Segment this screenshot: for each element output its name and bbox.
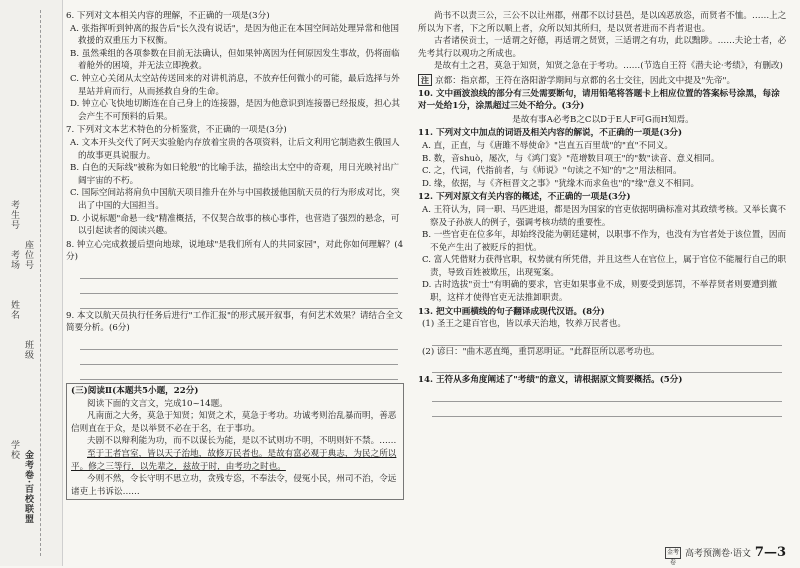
question-9-stem: 9. 本文以航天员执行任务后进行"工作汇报"的形式展开叙事，有何艺术效果？请结合全文简要分析。(6分) <box>66 310 403 334</box>
right-column <box>418 10 788 418</box>
margin-label-school: 学校 <box>9 440 19 460</box>
answer-line[interactable] <box>80 335 398 350</box>
margin-label-examinee-id: 考生号 <box>9 200 19 230</box>
question-8 <box>66 239 404 309</box>
question-12-option-c: C. 富人凭借财力获得官职，权势就有所凭借，并且这些人在官位上，属于官位不能履行自己的职责，导致百姓被欺压，出现冤案。 <box>422 255 787 278</box>
question-12-option-a: A. 王符认为，同一职、马匹进退，都是因为国家的官吏依据明确标准对其政绩考核。又举长冀不察及子孙族人的例子，强调考核功绩的重要性。 <box>422 204 787 228</box>
answer-line[interactable] <box>432 387 782 402</box>
answer-line[interactable] <box>432 358 782 373</box>
page-footer <box>665 545 786 566</box>
footer-label: 高考预测卷·语文 <box>685 549 751 559</box>
question-7-stem: 7. 下列对文本艺术特色的分析鉴赏，不正确的一项是(3分) <box>66 125 287 136</box>
question-11-option-d: D. 缘，依据，与《齐桓晋文之事》"犹缘木而求鱼也"的"缘"意义不相同。 <box>422 178 700 189</box>
question-7-option-a: A. 文本开头交代了阿天实验舱内存放着宝贵的各项资料，让后文利用它制造救生俄国人的故事更具说服力。 <box>70 137 400 161</box>
question-6-option-a: A. 张指挥听到钟离的报告后"长久没有说话"，是因为他正在本国空间站处理异常和他国救援的双重压力下权衡。 <box>70 23 399 47</box>
answer-line[interactable] <box>80 279 398 294</box>
answer-line[interactable] <box>80 365 398 380</box>
answer-line[interactable] <box>80 264 398 279</box>
answer-line[interactable] <box>80 294 398 309</box>
question-7-option-c: C. 国际空间站将肩负中国航天项目推升在外与中国救援他国航天员的行为形成对比，突出了中国的大国担当。 <box>70 188 400 211</box>
note-label: 注 <box>418 74 432 86</box>
left-column <box>66 10 404 500</box>
page-number: 7—3 <box>754 545 786 560</box>
question-12-option-d: D. 古时选拔"贡士"有明确的要求，官吏如果事业不成，则要受到惩罚，不举荐贤者则要遭到撤职，这样才使得官吏无法推卸职责。 <box>422 280 778 304</box>
passage-paragraph: 夫剧不以辩利能为功，而不以谋长为能，是以不试则功不明，不明则奸不禁。…… <box>87 436 397 447</box>
passage-paragraph: 古者诸侯贡士，一适谓之好德，再适谓之贤贤，三适谓之有功，此以黜陟。……夫论士者，必先考其行以观功之所成也。 <box>418 36 787 59</box>
question-7-option-d: D. 小说标题"命悬一线"精准概括，不仅契合故事的核心事件，也营造了强烈的悬念，可以引起读者的阅读兴趣。 <box>70 213 400 237</box>
passage-paragraph: 是故有土之君，莫急于知贤，知贤之急在于考功。……(节选自王符《潜夫论·考绩》，有删改) <box>434 61 783 72</box>
question-6-option-c: C. 钟立心关闭从太空站传送回来的对讲机消息，不放弃任何微小的可能，最后选择与外星站并肩而行，从而拯救自身的生命。 <box>70 73 400 97</box>
brand-label: 金考卷·百校联盟 <box>23 450 33 525</box>
question-13-item-1: (1) 圣王之建百官也，皆以承天治地，牧养万民者也。 <box>422 319 626 330</box>
answer-line[interactable] <box>432 402 782 417</box>
logo-badge: 金考卷 <box>667 548 680 566</box>
question-14-stem: 14. 王符从多角度阐述了"考绩"的意义，请根据原文简要概括。(5分) <box>418 375 683 386</box>
question-10 <box>418 88 788 127</box>
passage-paragraph: 至于王者宫室，皆以天子治地，故修万民者也。是故有富必观于典志，为民之所以平。修之三等行，以先辈之，兹故于时，由考功之时也。 <box>71 449 397 472</box>
reading-heading: (三)阅读Ⅱ(本题共5小题，22分) <box>71 386 199 397</box>
question-8-stem: 8. 钟立心完成救援后望向地球，说地球"是我们所有人的共同家园"，对此你如何理解？(4分) <box>66 239 404 263</box>
question-7-option-b: B. 白色的天际线"被称为如日轮般"的比喻手法，描绘出太空中的奇观，用日光映衬出广阔宇宙的不朽。 <box>70 163 400 186</box>
question-11-option-a: A. 直，正直，与《唐雎不辱使命》"岂直五百里哉"的"直"不同义。 <box>422 140 673 151</box>
question-11-option-c: C. 之，代词，代指前者，与《师说》"句读之不知"的"之"用法相同。 <box>422 166 682 177</box>
annotation-note <box>418 74 788 88</box>
passage-paragraph: 凡南面之大务，莫急于知贤；知贤之术，莫急于考功。功诚考则治乱暴而明，善恶信则直在于众，是以举贤不必在于名，在于事功。 <box>71 411 397 434</box>
question-13 <box>418 306 788 374</box>
question-7 <box>66 124 404 237</box>
question-12 <box>418 191 788 304</box>
question-11-option-b: B. 数，音shuò，屡次，与《鸿门宴》"范增数目项王"的"数"读音、意义相同。 <box>422 153 720 164</box>
question-6-option-b: B. 虽然乘组的各项参数在目前无法确认，但如果钟离因为任何原因发生事故，仍将面临着舱外的困境，并无法立即挽救。 <box>70 48 400 72</box>
question-6-stem: 6. 下列对文本相关内容的理解，不正确的一项是(3分) <box>66 11 270 21</box>
answer-line[interactable] <box>432 331 782 346</box>
margin-label-room: 考场 <box>9 250 19 270</box>
question-11-stem: 11. 下列对文中加点的词语及相关内容的解说，不正确的一项是(3分) <box>418 128 683 139</box>
reading-intro: 阅读下面的文言文，完成10~14题。 <box>87 398 228 409</box>
question-10-stem: 10. 文中画波浪线的部分有三处需要断句，请用铅笔将答题卡上相应位置的答案标号涂黑，每涂对一处给1分，涂黑超过三处不给分。(3分) <box>418 88 780 112</box>
margin-label-seat: 座位号 <box>23 240 33 270</box>
margin-label-class: 班级 <box>23 340 33 360</box>
answer-line[interactable] <box>80 350 398 365</box>
question-10-sentence: 是故有事A必考B之C以D于E人F可G而H知焉。 <box>512 114 694 125</box>
question-6-option-d: D. 钟立心飞快地切断连在自己身上的连接器，是因为他意识到连接器已经报废，担心其会产生不可预料的后果。 <box>70 99 401 122</box>
binding-margin <box>0 0 63 566</box>
question-13-stem: 13. 把文中画横线的句子翻译成现代汉语。(8分) <box>418 306 605 317</box>
question-12-stem: 12. 下列对原文有关内容的概述，不正确的一项是(3分) <box>418 192 631 203</box>
question-13-item-2: (2) 谚曰："曲木恶直绳，重罚恶明证。"此群臣所以恶考功也。 <box>422 346 660 357</box>
question-12-option-b: B. 一些官吏在位多年，却始终没能为朝廷建树，以职事不作为，也没有为官者处于该位置，因而不免产生出了被贬斥的担忧。 <box>422 230 787 253</box>
question-11 <box>418 127 788 190</box>
classical-reading-section <box>66 383 404 500</box>
margin-label-name: 姓名 <box>9 300 19 320</box>
cut-line <box>40 10 41 556</box>
question-14 <box>418 374 788 417</box>
passage-paragraph: 尚书不以责三公，三公不以让州郡，州郡不以讨县邑，是以凶恶放恣，而贤者不恤。……上之所以为下者，下之所以顺上者，众所以知其所归，是以贤者进而不肖者退也。 <box>418 11 787 34</box>
passage-paragraph: 今则不然，令长守明不思立功，贪残专恣，不奉法令，侵冤小民，州司不治，令远诸吏上书诉讼…… <box>71 474 397 497</box>
note-text: 京都：指京都，王符在洛阳游学期间与京都的名士交往，因此文中提及"先帝"。 <box>435 75 736 86</box>
question-9 <box>66 310 404 380</box>
question-6 <box>66 10 404 123</box>
